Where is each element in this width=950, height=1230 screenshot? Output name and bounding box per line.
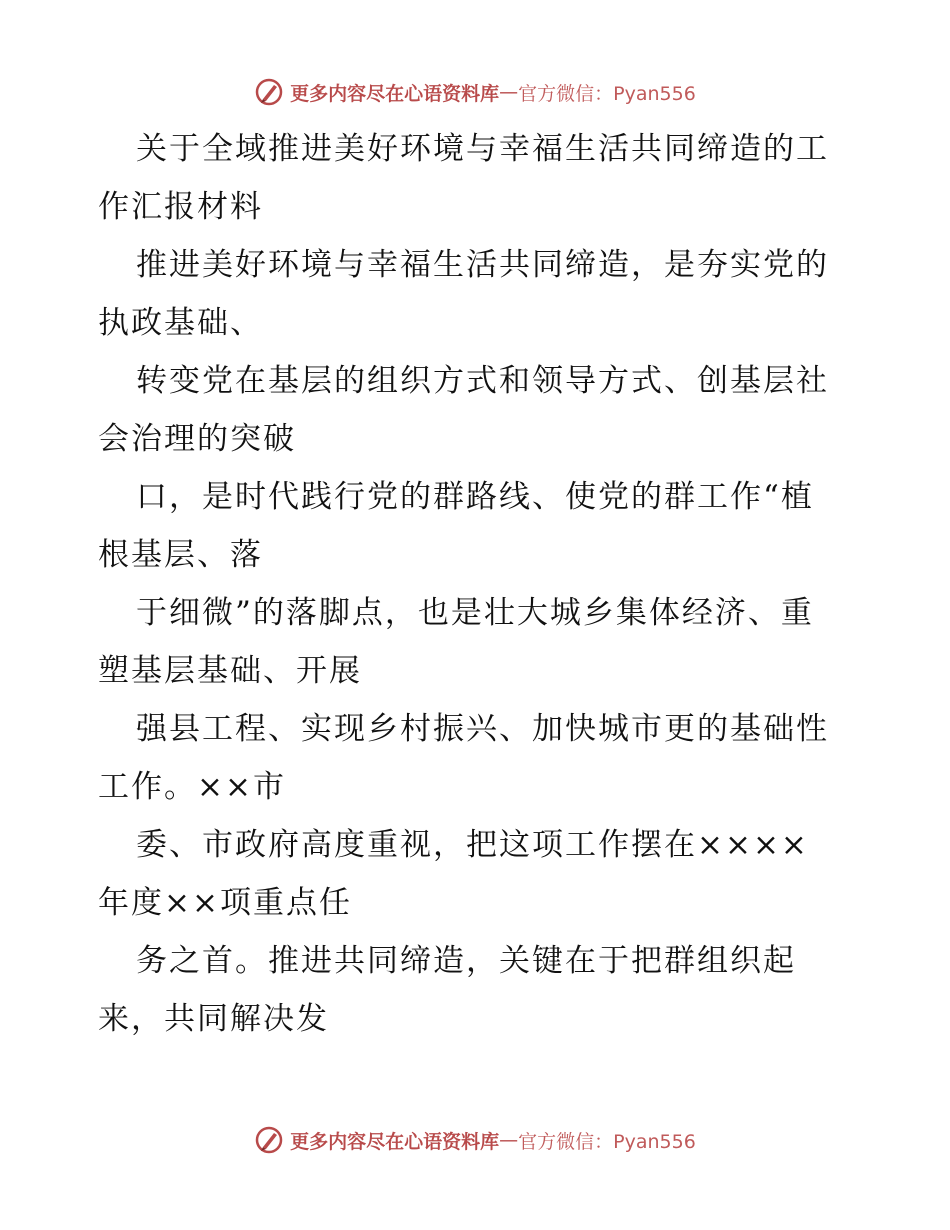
- doc-line-15: 务之首。推进共同缔造，关键在于把群组织起: [136, 943, 796, 979]
- document-body: [98, 120, 853, 1048]
- doc-line-11: 强县工程、实现乡村振兴、加快城市更的基础性: [136, 711, 829, 747]
- doc-line-10: 塑基层基础、开展: [98, 653, 362, 689]
- doc-line-5: 转变党在基层的组织方式和领导方式、创基层社: [136, 363, 829, 399]
- doc-line-6: 会治理的突破: [98, 421, 296, 457]
- header-wechat-text: 官方微信：Pyan556: [518, 82, 696, 105]
- header-banner: [0, 72, 950, 112]
- doc-line-7: 口，是时代践行党的群路线、使党的群工作“植: [136, 479, 814, 515]
- doc-line-14: 年度××项重点任: [98, 885, 352, 921]
- footer-site-text: 更多内容尽在心语资料库: [290, 1130, 500, 1153]
- header-separator: —: [499, 81, 519, 103]
- footer-wechat-text: 官方微信：Pyan556: [518, 1130, 696, 1153]
- footer-banner: [0, 1120, 950, 1160]
- pen-logo-icon: [254, 1125, 284, 1155]
- doc-line-3: 推进美好环境与幸福生活共同缔造，是夯实党的: [136, 247, 829, 283]
- header-site-text: 更多内容尽在心语资料库: [290, 82, 500, 105]
- pen-logo-icon: [254, 77, 284, 107]
- doc-line-12: 工作。××市: [98, 769, 286, 805]
- doc-line-8: 根基层、落: [98, 537, 263, 573]
- doc-line-4: 执政基础、: [98, 305, 263, 341]
- doc-line-9: 于细微”的落脚点，也是壮大城乡集体经济、重: [136, 595, 814, 631]
- doc-line-1: 关于全域推进美好环境与幸福生活共同缔造的工: [136, 131, 829, 167]
- doc-line-2: 作汇报材料: [98, 189, 263, 225]
- doc-line-13: 委、市政府高度重视，把这项工作摆在××××: [136, 827, 809, 863]
- footer-separator: —: [499, 1129, 519, 1151]
- doc-line-16: 来，共同解决发: [98, 1001, 329, 1037]
